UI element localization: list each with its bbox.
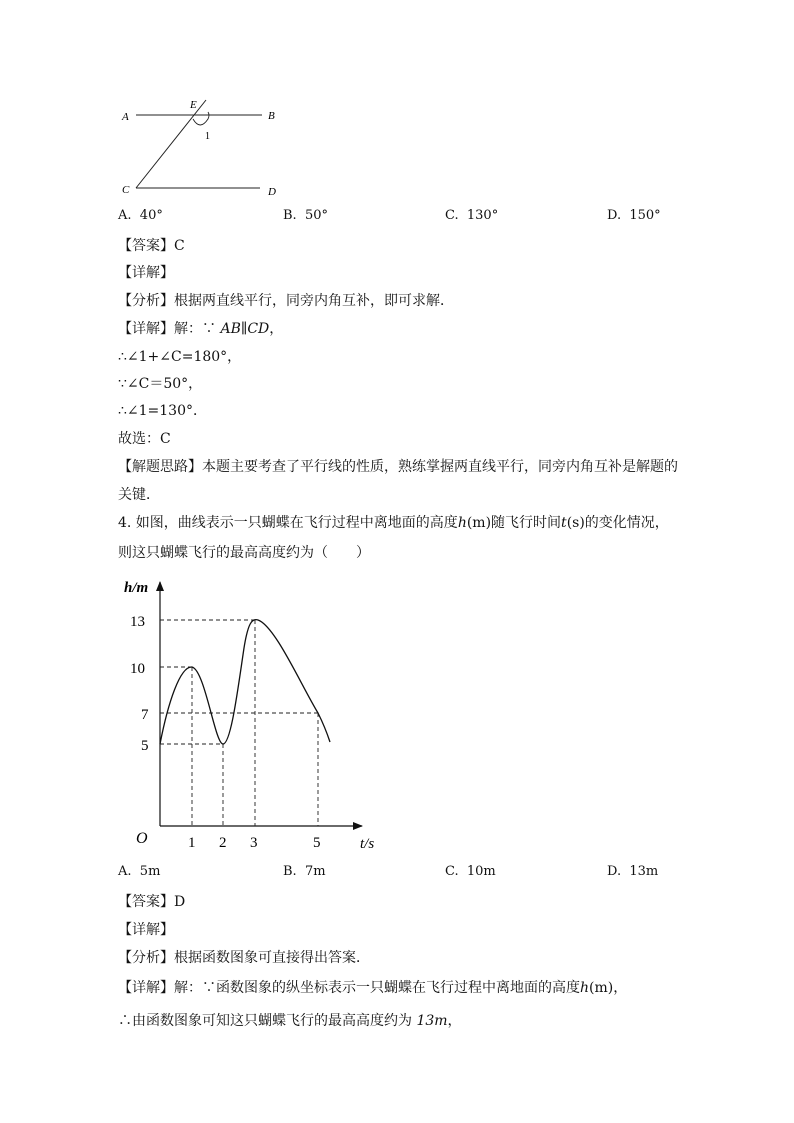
answer-tag: 【答案】: [118, 238, 174, 254]
option-letter: B.: [283, 208, 297, 223]
detail-tag: 【详解】: [118, 922, 174, 938]
solution-math: AB∥CD: [220, 321, 270, 337]
y-axis-label: h/m: [124, 580, 149, 596]
q3-answer-line: [118, 235, 185, 255]
q3-analysis-line: [118, 290, 454, 310]
stem-unit-s: (s): [566, 515, 585, 531]
y-tick-7: 7: [141, 707, 149, 723]
height-curve: [160, 620, 330, 744]
q4-conclusion-line: [118, 1010, 462, 1030]
y-tick-5: 5: [141, 738, 149, 754]
conclusion-text: ∴由函数图象可知这只蝴蝶飞行的最高高度约为: [118, 1013, 412, 1029]
x-axis-label: t/s: [360, 836, 375, 852]
option-value: 13m: [629, 864, 659, 879]
q4-option-b: [283, 864, 326, 879]
label-e: E: [190, 99, 197, 111]
solution-suffix: ，: [269, 321, 284, 337]
stem-var-t: t: [561, 515, 567, 531]
line-ce: [136, 100, 206, 188]
analysis-tag: 【分析】: [118, 293, 174, 309]
stem-text: 的变化情况，: [584, 515, 669, 531]
label-c: C: [122, 184, 130, 196]
option-value: 5m: [139, 864, 161, 879]
solution-tag: 【详解】: [118, 321, 174, 337]
q3-idea-line-1: [118, 456, 678, 476]
option-value: 10m: [466, 864, 496, 879]
analysis-tag: 【分析】: [118, 950, 174, 966]
q4-solution-line: [118, 977, 627, 997]
conclusion-value: 13m: [416, 1013, 448, 1029]
stem-text: 4. 如图，曲线表示一只蝴蝶在飞行过程中离地面的高度: [118, 515, 458, 531]
q4-option-d: [607, 864, 658, 879]
solution-tag: 【详解】: [118, 980, 174, 996]
q3-option-a: [118, 208, 163, 223]
detail-tag: 【详解】: [118, 265, 174, 281]
parallel-lines-figure: [110, 95, 300, 200]
solution-end: ，: [613, 980, 628, 996]
q3-detail-heading: [118, 262, 174, 282]
stem-var-h: h: [457, 515, 467, 531]
answer-value: C: [174, 238, 185, 254]
height-time-graph: [110, 578, 400, 858]
option-letter: D.: [607, 864, 622, 879]
analysis-text: 根据函数图象可直接得出答案．: [174, 950, 370, 966]
dashed-guides: [160, 620, 318, 826]
label-angle-1: 1: [205, 131, 210, 142]
q3-step-2: ∵∠C＝50°，: [118, 376, 203, 392]
option-value: 7m: [304, 864, 326, 879]
q4-option-c: [445, 864, 496, 879]
q3-option-d: [607, 208, 661, 223]
option-value: 40°: [139, 208, 163, 223]
q4-stem-line-2: 则这只蝴蝶飞行的最高高度约为（ ）: [118, 545, 370, 561]
q4-detail-heading: [118, 919, 174, 939]
q3-option-b: [283, 208, 328, 223]
label-b: B: [268, 110, 275, 122]
answer-tag: 【答案】: [118, 894, 174, 910]
idea-tag: 【解题思路】: [118, 459, 202, 475]
stem-text: 随飞行时间: [491, 515, 562, 531]
option-letter: C.: [445, 864, 459, 879]
q3-choice: 故选：C: [118, 431, 171, 447]
q3-idea-line-2: 关键．: [118, 487, 160, 503]
origin-label: O: [136, 830, 148, 847]
stem-unit-m: (m): [466, 515, 492, 531]
conclusion-end: ，: [447, 1013, 462, 1029]
x-tick-2: 2: [219, 835, 227, 851]
x-tick-1: 1: [188, 835, 196, 851]
solution-prefix: 解：∵: [174, 321, 216, 337]
x-tick-5: 5: [313, 835, 321, 851]
solution-var-h: h: [580, 980, 590, 996]
option-letter: C.: [445, 208, 459, 223]
answer-value: D: [174, 894, 186, 910]
label-d: D: [268, 186, 276, 198]
solution-unit-m: (m): [589, 980, 614, 996]
x-tick-3: 3: [250, 835, 258, 851]
q3-step-1: ∴∠1+∠C=180°，: [118, 349, 242, 365]
q4-option-a: [118, 864, 160, 879]
q3-solution-line: [118, 318, 283, 338]
option-letter: B.: [283, 864, 297, 879]
option-value: 50°: [304, 208, 328, 223]
q4-analysis-line: [118, 947, 370, 967]
q3-step-3: ∴∠1=130°．: [118, 403, 207, 419]
label-a: A: [122, 111, 129, 123]
y-tick-13: 13: [130, 614, 145, 630]
q4-answer-line: [118, 891, 185, 911]
option-value: 130°: [466, 208, 499, 223]
option-letter: D.: [607, 208, 622, 223]
option-value: 150°: [629, 208, 661, 223]
option-letter: A.: [118, 208, 132, 223]
idea-text: 本题主要考查了平行线的性质，熟练掌握两直线平行，同旁内角互补是解题的: [202, 459, 678, 475]
y-tick-10: 10: [130, 661, 145, 677]
q3-option-c: [445, 208, 498, 223]
analysis-text: 根据两直线平行，同旁内角互补，即可求解．: [174, 293, 454, 309]
q4-stem-line-1: [118, 512, 669, 532]
option-letter: A.: [118, 864, 132, 879]
solution-text: 解：∵函数图象的纵坐标表示一只蝴蝶在飞行过程中离地面的高度: [174, 980, 580, 996]
